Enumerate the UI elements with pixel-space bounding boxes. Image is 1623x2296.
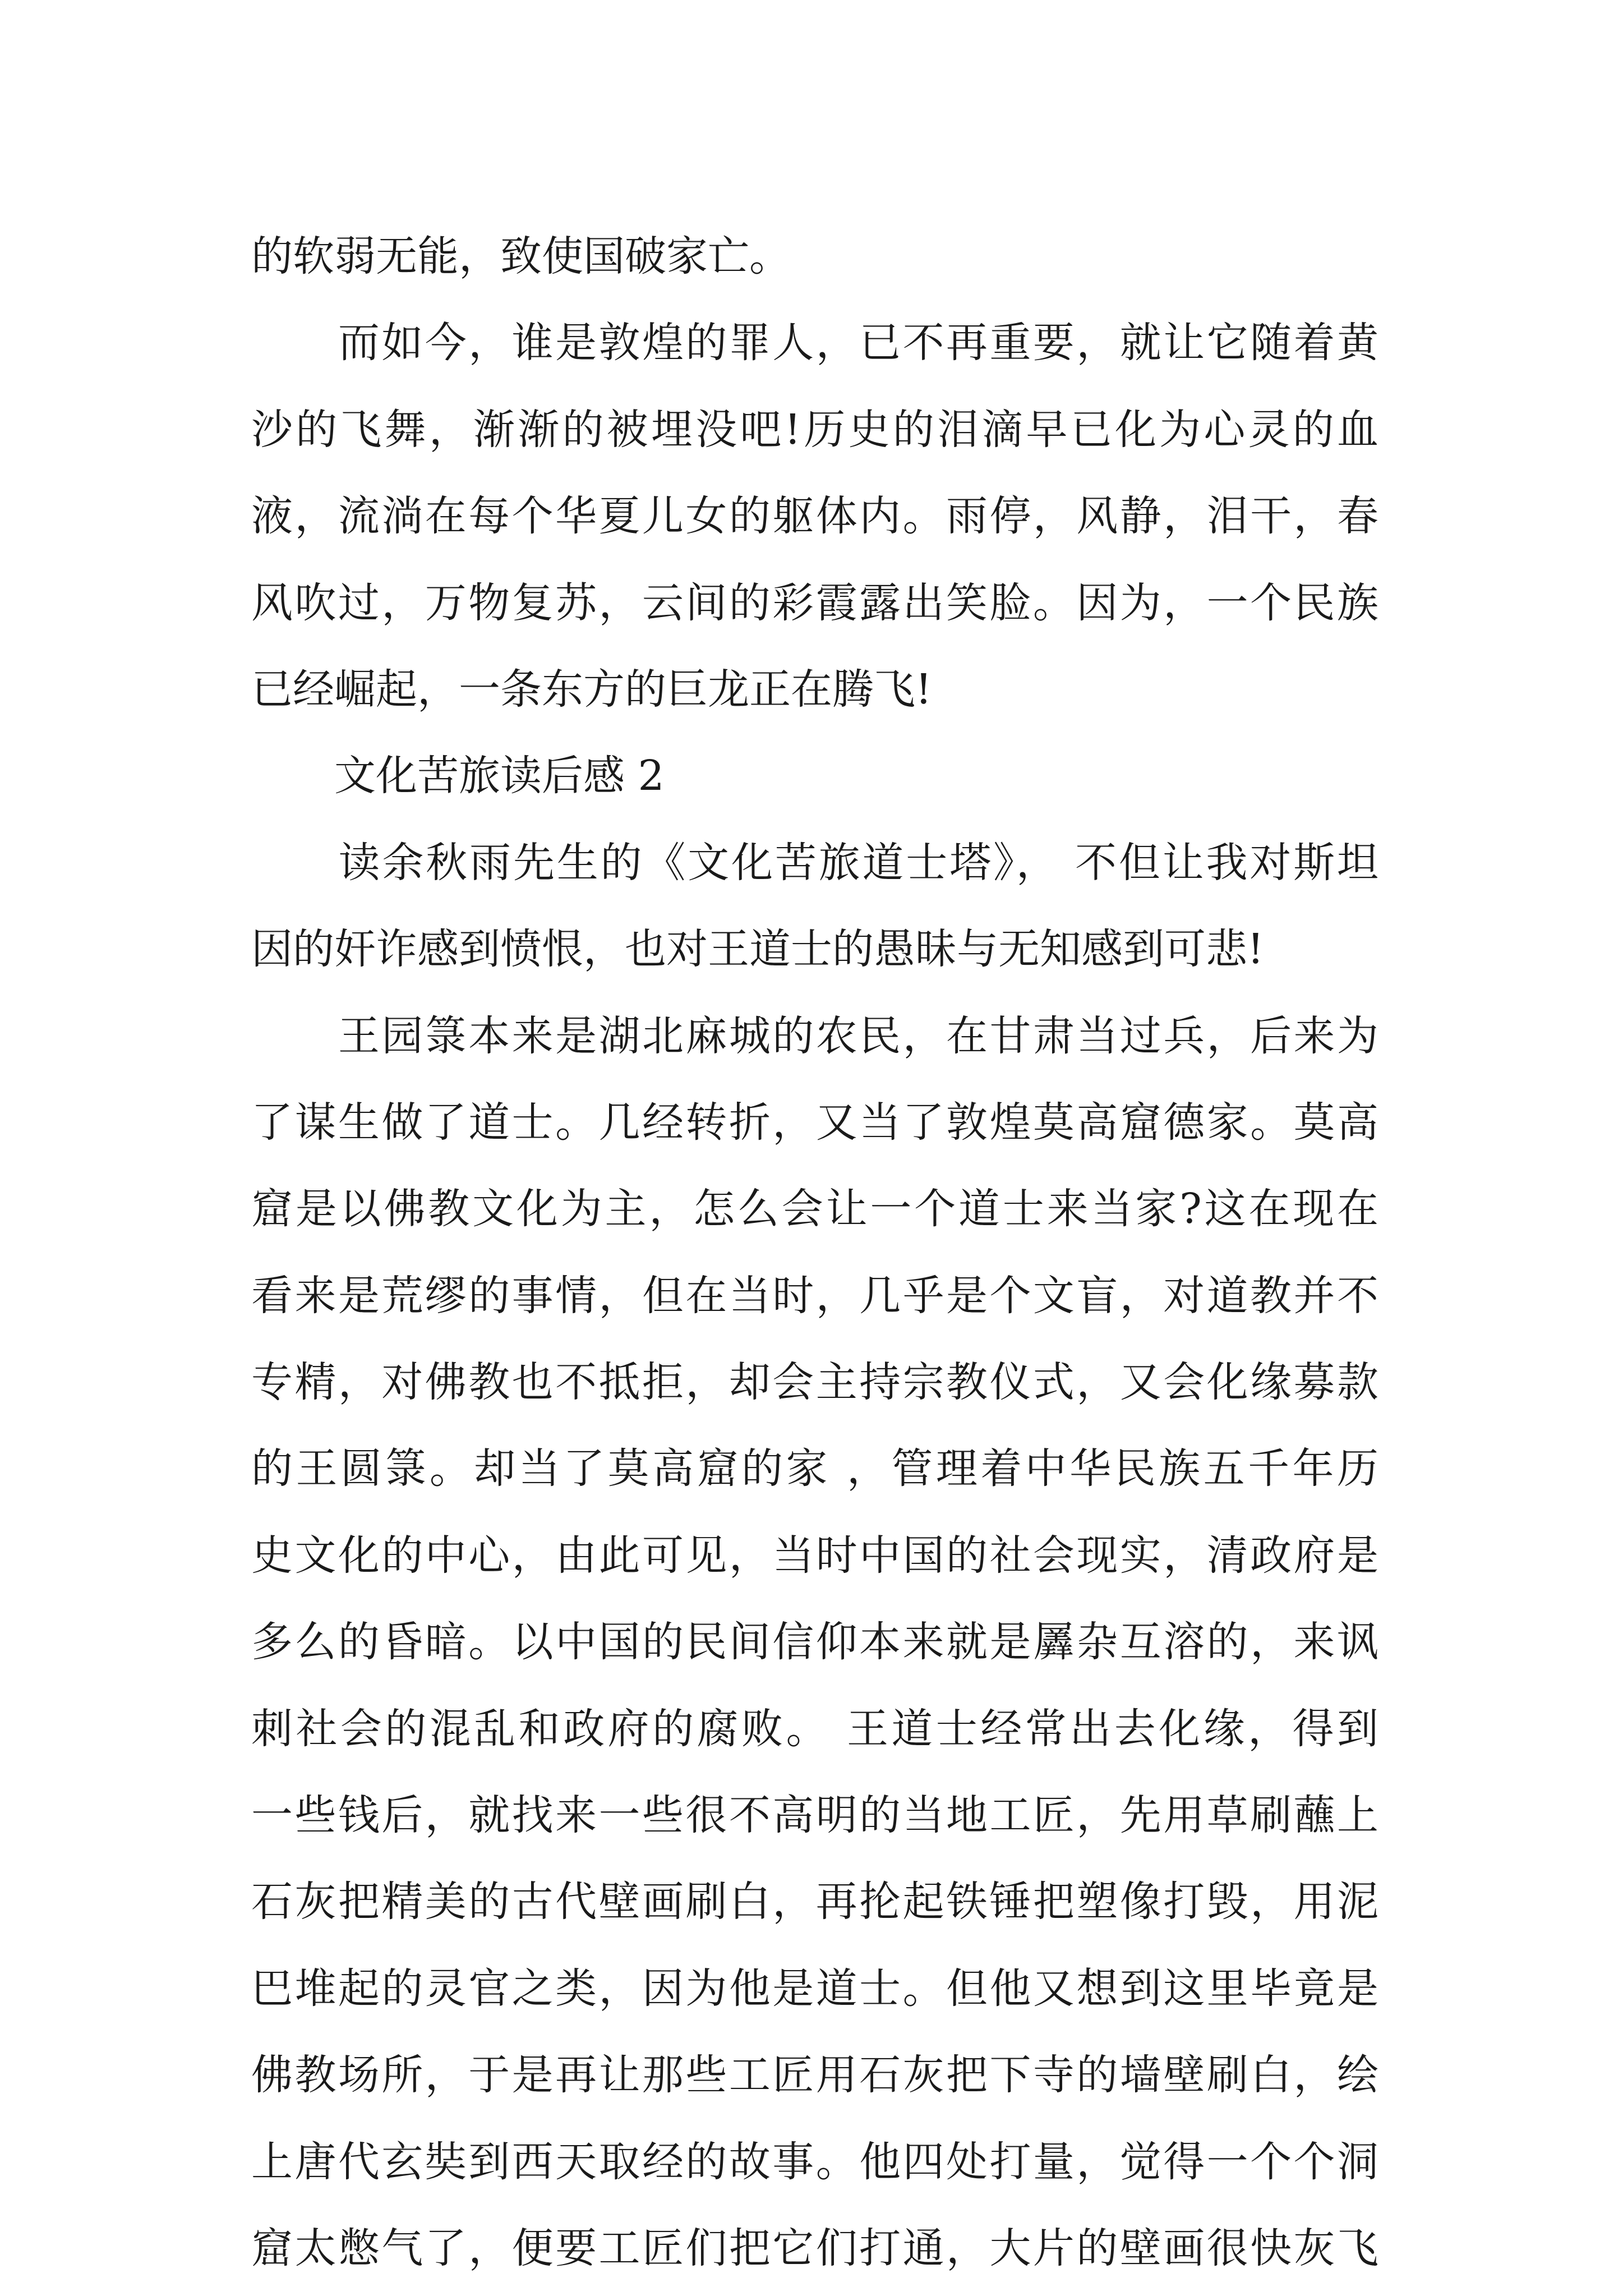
text-line: 多么的昏暗。以中国的民间信仰本来就是羼杂互溶的，来讽 (251, 1618, 1378, 1667)
text-line: 窟是以佛教文化为主，怎么会让一个道士来当家?这在现在 (251, 1185, 1378, 1234)
text-line: 而如今，谁是敦煌的罪人，已不再重要，就让它随着黄 (251, 319, 1378, 367)
text-line: 的王圆箓。却当了莫高窟的家 ，管理着中华民族五千年历 (251, 1444, 1378, 1493)
text-line: 巴堆起的灵官之类，因为他是道士。但他又想到这里毕竟是 (251, 1964, 1378, 2013)
text-line: 液，流淌在每个华夏儿女的躯体内。雨停，风静，泪干，春 (251, 492, 1378, 541)
text-line: 了谋生做了道士。几经转折，又当了敦煌莫高窟德家。莫高 (251, 1098, 1378, 1147)
text-line: 已经崛起，一条东方的巨龙正在腾飞! (251, 665, 932, 714)
text-line: 看来是荒缪的事情，但在当时，几乎是个文盲，对道教并不 (251, 1271, 1378, 1320)
text-line: 因的奸诈感到愤恨，也对王道士的愚昧与无知感到可悲! (251, 925, 1264, 974)
text-line: 上唐代玄奘到西天取经的故事。他四处打量，觉得一个个洞 (251, 2137, 1378, 2186)
text-line: 一些钱后，就找来一些很不高明的当地工匠，先用草刷蘸上 (251, 1791, 1378, 1840)
text-line: 的软弱无能，致使国破家亡。 (251, 232, 791, 280)
body-text (251, 213, 1378, 2292)
text-line: 风吹过，万物复苏，云间的彩霞露出笑脸。因为，一个民族 (251, 578, 1378, 627)
text-line: 佛教场所，于是再让那些工匠用石灰把下寺的墙壁刷白，绘 (251, 2051, 1378, 2100)
text-line: 沙的飞舞，渐渐的被埋没吧!历史的泪滴早已化为心灵的血 (251, 405, 1378, 454)
text-line: 王园箓本来是湖北麻城的农民，在甘肃当过兵，后来为 (251, 1011, 1378, 1060)
text-line: 专精，对佛教也不抵拒，却会主持宗教仪式，又会化缘募款 (251, 1358, 1378, 1407)
text-line: 刺社会的混乱和政府的腐败。 王道士经常出去化缘，得到 (251, 1704, 1378, 1753)
text-line: 窟太憋气了，便要工匠们把它们打通，大片的壁画很快灰飞 (251, 2224, 1378, 2272)
text-line: 史文化的中心，由此可见，当时中国的社会现实，清政府是 (251, 1531, 1378, 1580)
text-line: 石灰把精美的古代壁画刷白，再抡起铁锤把塑像打毁，用泥 (251, 1878, 1378, 1926)
text-line: 读余秋雨先生的《文化苦旅道士塔》， 不但让我对斯坦 (251, 838, 1378, 887)
text-line: 文化苦旅读后感 2 (251, 752, 665, 800)
